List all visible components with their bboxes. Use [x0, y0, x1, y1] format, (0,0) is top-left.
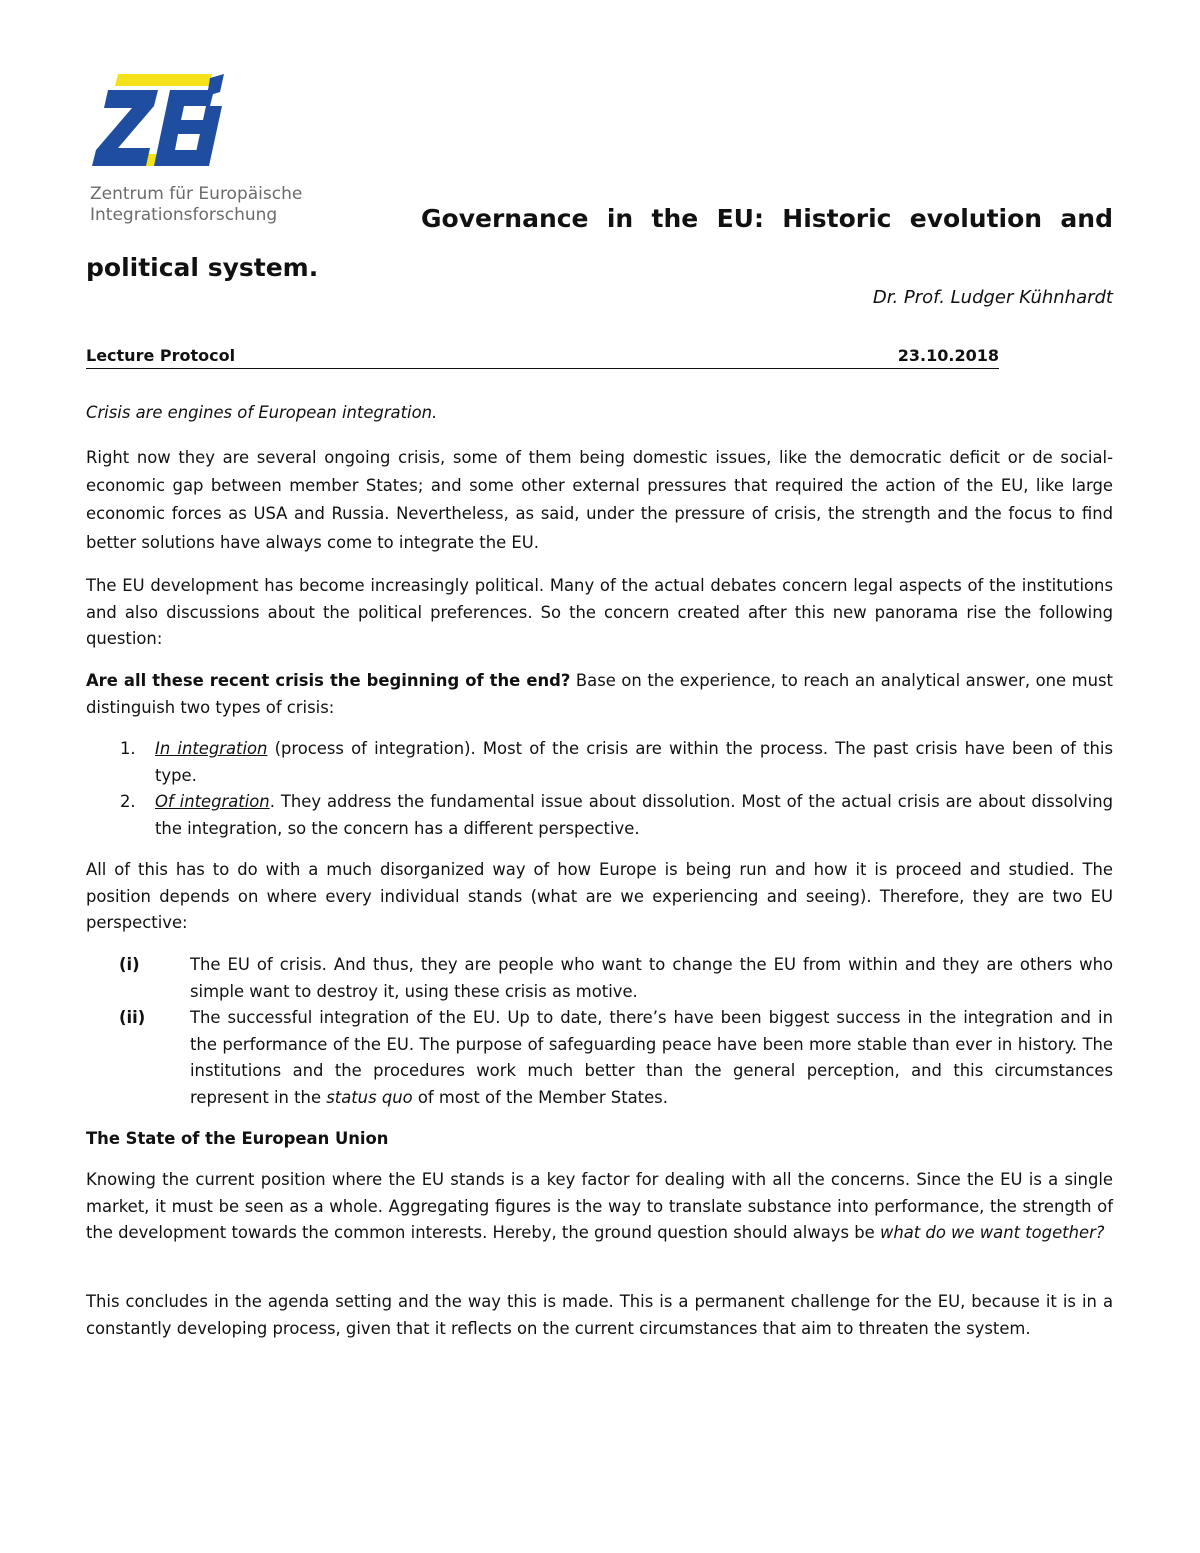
intro-italic-text: Crisis are engines of European integration.: [86, 403, 438, 422]
question-bold: Are all these recent crisis the beginning of the end?: [86, 671, 571, 690]
paragraph-1: [86, 444, 1113, 557]
section-heading: [86, 1126, 1113, 1153]
intro-paragraph: [86, 400, 1113, 427]
paragraph-4-italic: what do we want together?: [879, 1223, 1105, 1242]
paragraph-2: [86, 573, 1113, 653]
list-item-number: (i): [119, 955, 140, 974]
paragraph-4: [86, 1167, 1113, 1247]
paragraph-3: [86, 857, 1113, 937]
logo-letter-z: [92, 90, 158, 166]
list-item: [86, 1005, 1113, 1111]
logo-letter-i: [193, 106, 222, 166]
list-item: [86, 736, 1113, 789]
question-paragraph: [86, 668, 1113, 721]
document-title-line1: Governance in the EU: Historic evolution and: [421, 204, 1113, 233]
list-item-text-end: of most of the Member States.: [412, 1087, 668, 1107]
paragraph-5-text: This concludes in the agenda setting and the way this is made. This is a permanent challenge for the EU, because it is in a constantly developing process, given that it reflects on the current circumstances that aim to threaten the system.: [86, 1292, 1113, 1338]
list-item: [86, 952, 1113, 1005]
list-item-text: . They address the fundamental issue about dissolution. Most of the actual crisis are about dissolving the integration, so the concern has a different perspective.: [155, 792, 1114, 838]
list-item: [86, 789, 1113, 842]
protocol-header-row: [86, 346, 999, 369]
list-item-term: Of integration: [155, 792, 270, 811]
question-rest: Base on the experience, to reach an analytical answer, one must distinguish two types of crisis:: [86, 671, 1113, 717]
list-item-number: 1.: [120, 739, 136, 758]
list-item-term: In integration: [155, 739, 268, 758]
protocol-date: 23.10.2018: [897, 346, 999, 365]
list-item-number: 2.: [120, 792, 136, 811]
list-item-text: The EU of crisis. And thus, they are people who want to change the EU from within and they are others who simple want to destroy it, using these crisis as motive.: [190, 955, 1113, 1001]
paragraph-1-text: Right now they are several ongoing crisis, some of them being domestic issues, like the democratic deficit or de social-economic gap between member States; and some other external pressures that required the action of the EU, like large economic forces as USA and Russia. Nevertheless, as said, under the pressure of crisis, the strength and the focus to find better solutions have always come to integrate the EU.: [86, 448, 1113, 552]
paragraph-4-text: Knowing the current position where the EU stands is a key factor for dealing with all the concerns. Since the EU is a single market, it must be seen as a whole. Aggregating figures is the way to translate substance into performance, the strength of the development towards the common interests. Hereby, the ground question should always be: [86, 1170, 1113, 1242]
list-item-text: The successful integration of the EU. Up to date, there’s have been biggest success in the integration and in the performance of the EU. The purpose of safeguarding peace have been more stable than ever in history. The institutions and the procedures work much better than the general perception, and this circumstances represent in the: [190, 1008, 1113, 1107]
paragraph-5: [86, 1289, 1113, 1342]
list-item-number: (ii): [119, 1008, 146, 1027]
logo-yellow-bar-top: [115, 74, 212, 86]
list-item-italic: status quo: [326, 1087, 413, 1107]
document-title-line2: political system.: [86, 253, 319, 282]
logo-subtitle-line2: Integrationsforschung: [90, 205, 278, 225]
protocol-label: Lecture Protocol: [86, 346, 236, 365]
author-name: Dr. Prof. Ludger Kühnhardt: [872, 287, 1113, 308]
logo-subtitle: [90, 184, 302, 226]
paragraph-3-text: All of this has to do with a much disorganized way of how Europe is being run and how it is proceed and studied. The position depends on where every individual stands (what are we experiencing and seeing). Therefore, they are two EU perspective:: [86, 860, 1113, 932]
crisis-types-list: [86, 736, 1113, 842]
perspectives-list: [86, 952, 1113, 1111]
paragraph-2-text: The EU development has become increasingly political. Many of the actual debates concern legal aspects of the institutions and also discussions about the political preferences. So the concern created after this new panorama rise the following question:: [86, 576, 1113, 648]
section-heading-text: The State of the European Union: [86, 1129, 389, 1148]
list-item-text: (process of integration). Most of the crisis are within the process. The past crisis have been of this type.: [155, 739, 1113, 785]
logo-subtitle-line1: Zentrum für Europäische: [90, 184, 303, 204]
